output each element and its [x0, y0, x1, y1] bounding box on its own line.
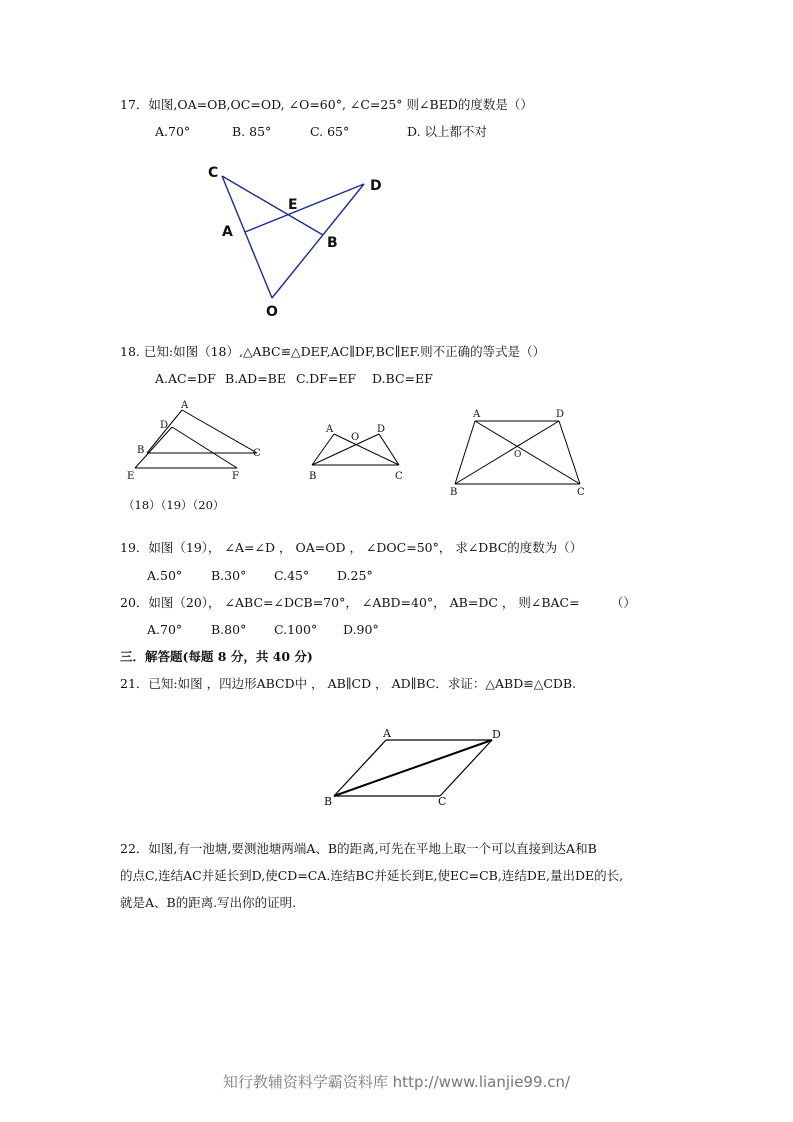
q17-option-b: B. 85° [232, 124, 272, 139]
q17-label-a: A [222, 224, 233, 240]
q17-stem: 17．如图,OA=OB,OC=OD, ∠O=60°, ∠C=25° 则∠BED的度数是（） [120, 97, 533, 112]
fig19-label-c: C [395, 471, 403, 482]
q17-label-e: E [288, 197, 298, 213]
fig18-label-f: F [232, 471, 239, 482]
q18-option-b: B.AD=BE [225, 371, 286, 386]
q20-option-a: A.70° [147, 622, 183, 637]
q18-option-c: C.DF=EF [296, 371, 357, 386]
q19-stem: 19．如图（19）， ∠A=∠D ， OA=OD ， ∠DOC=50°， 求∠DBC的度数为（） [120, 540, 583, 555]
q17-option-c: C. 65° [310, 124, 350, 139]
q18-option-d: D.BC=EF [372, 371, 433, 386]
q20-option-d: D.90° [343, 622, 379, 637]
q18-option-a: A.AC=DF [155, 371, 216, 386]
q21-stem: 21．已知:如图 ，四边形ABCD中 ， AB∥CD ， AD∥BC．求证：△ABD≌△CDB. [120, 676, 577, 691]
q17-label-d: D [370, 178, 382, 194]
q17-figure [200, 160, 400, 325]
q19-option-d: D.25° [337, 568, 373, 583]
q17-label-o: O [266, 304, 278, 320]
q18-stem: 18. 已知:如图（18）,△ABC≌△DEF,AC∥DF,BC∥EF.则不正确的等式是（） [120, 344, 546, 359]
q21-label-b: B [324, 795, 333, 808]
q21-label-c: C [438, 795, 447, 808]
fig18-label-e: E [127, 471, 135, 482]
fig20-label-c: C [577, 487, 585, 498]
q22-line-3: 就是A、B的距离.写出你的证明. [120, 895, 297, 910]
fig20-label-o: O [514, 450, 522, 460]
q20-stem: 20．如图（20）， ∠ABC=∠DCB=70°， ∠ABD=40°， AB=DC ， 则∠BAC= （） [120, 595, 636, 610]
q19-option-b: B.30° [211, 568, 247, 583]
q21-figure [320, 726, 520, 811]
fig19-label-d: D [377, 424, 386, 435]
fig18-label-b: B [137, 445, 145, 456]
fig18-label-c: C [253, 448, 261, 459]
fig20-label-d: D [556, 409, 565, 420]
q20-option-c: C.100° [274, 622, 318, 637]
q19-option-a: A.50° [147, 568, 183, 583]
section-3-title: 三．解答题(每题 8 分，共 40 分) [120, 649, 313, 664]
q17-label-b: B [327, 235, 338, 251]
figure-captions: （18）（19）（20） [123, 498, 225, 512]
q17-label-c: C [208, 165, 219, 181]
fig20-label-b: B [450, 487, 458, 498]
fig19-label-b: B [309, 471, 317, 482]
q22-line-2: 的点C,连结AC并延长到D,使CD=CA.连结BC并延长到E,使EC=CB,连结DE,量出DE的长, [120, 868, 624, 883]
q20-option-b: B.80° [211, 622, 247, 637]
fig19 [302, 420, 412, 482]
fig19-label-o: O [351, 432, 360, 443]
q17-option-a: A.70° [155, 124, 191, 139]
q22-line-1: 22．如图,有一池塘,要测池塘两端A、B的距离,可先在平地上取一个可以直接到达A和B [120, 841, 597, 856]
q19-option-c: C.45° [274, 568, 310, 583]
footer-watermark: 知行教辅资料学霸资料库 http://www.lianjie99.cn/ [222, 1073, 571, 1091]
q21-label-a: A [383, 727, 391, 740]
fig19-label-a: A [326, 424, 334, 435]
fig18-label-d: D [160, 420, 169, 431]
fig18 [125, 398, 270, 486]
fig18-label-a: A [181, 400, 189, 411]
fig20-label-a: A [473, 409, 481, 420]
q17-option-d: D. 以上都不对 [407, 124, 488, 139]
fig20 [445, 405, 595, 500]
q21-label-d: D [492, 728, 501, 741]
